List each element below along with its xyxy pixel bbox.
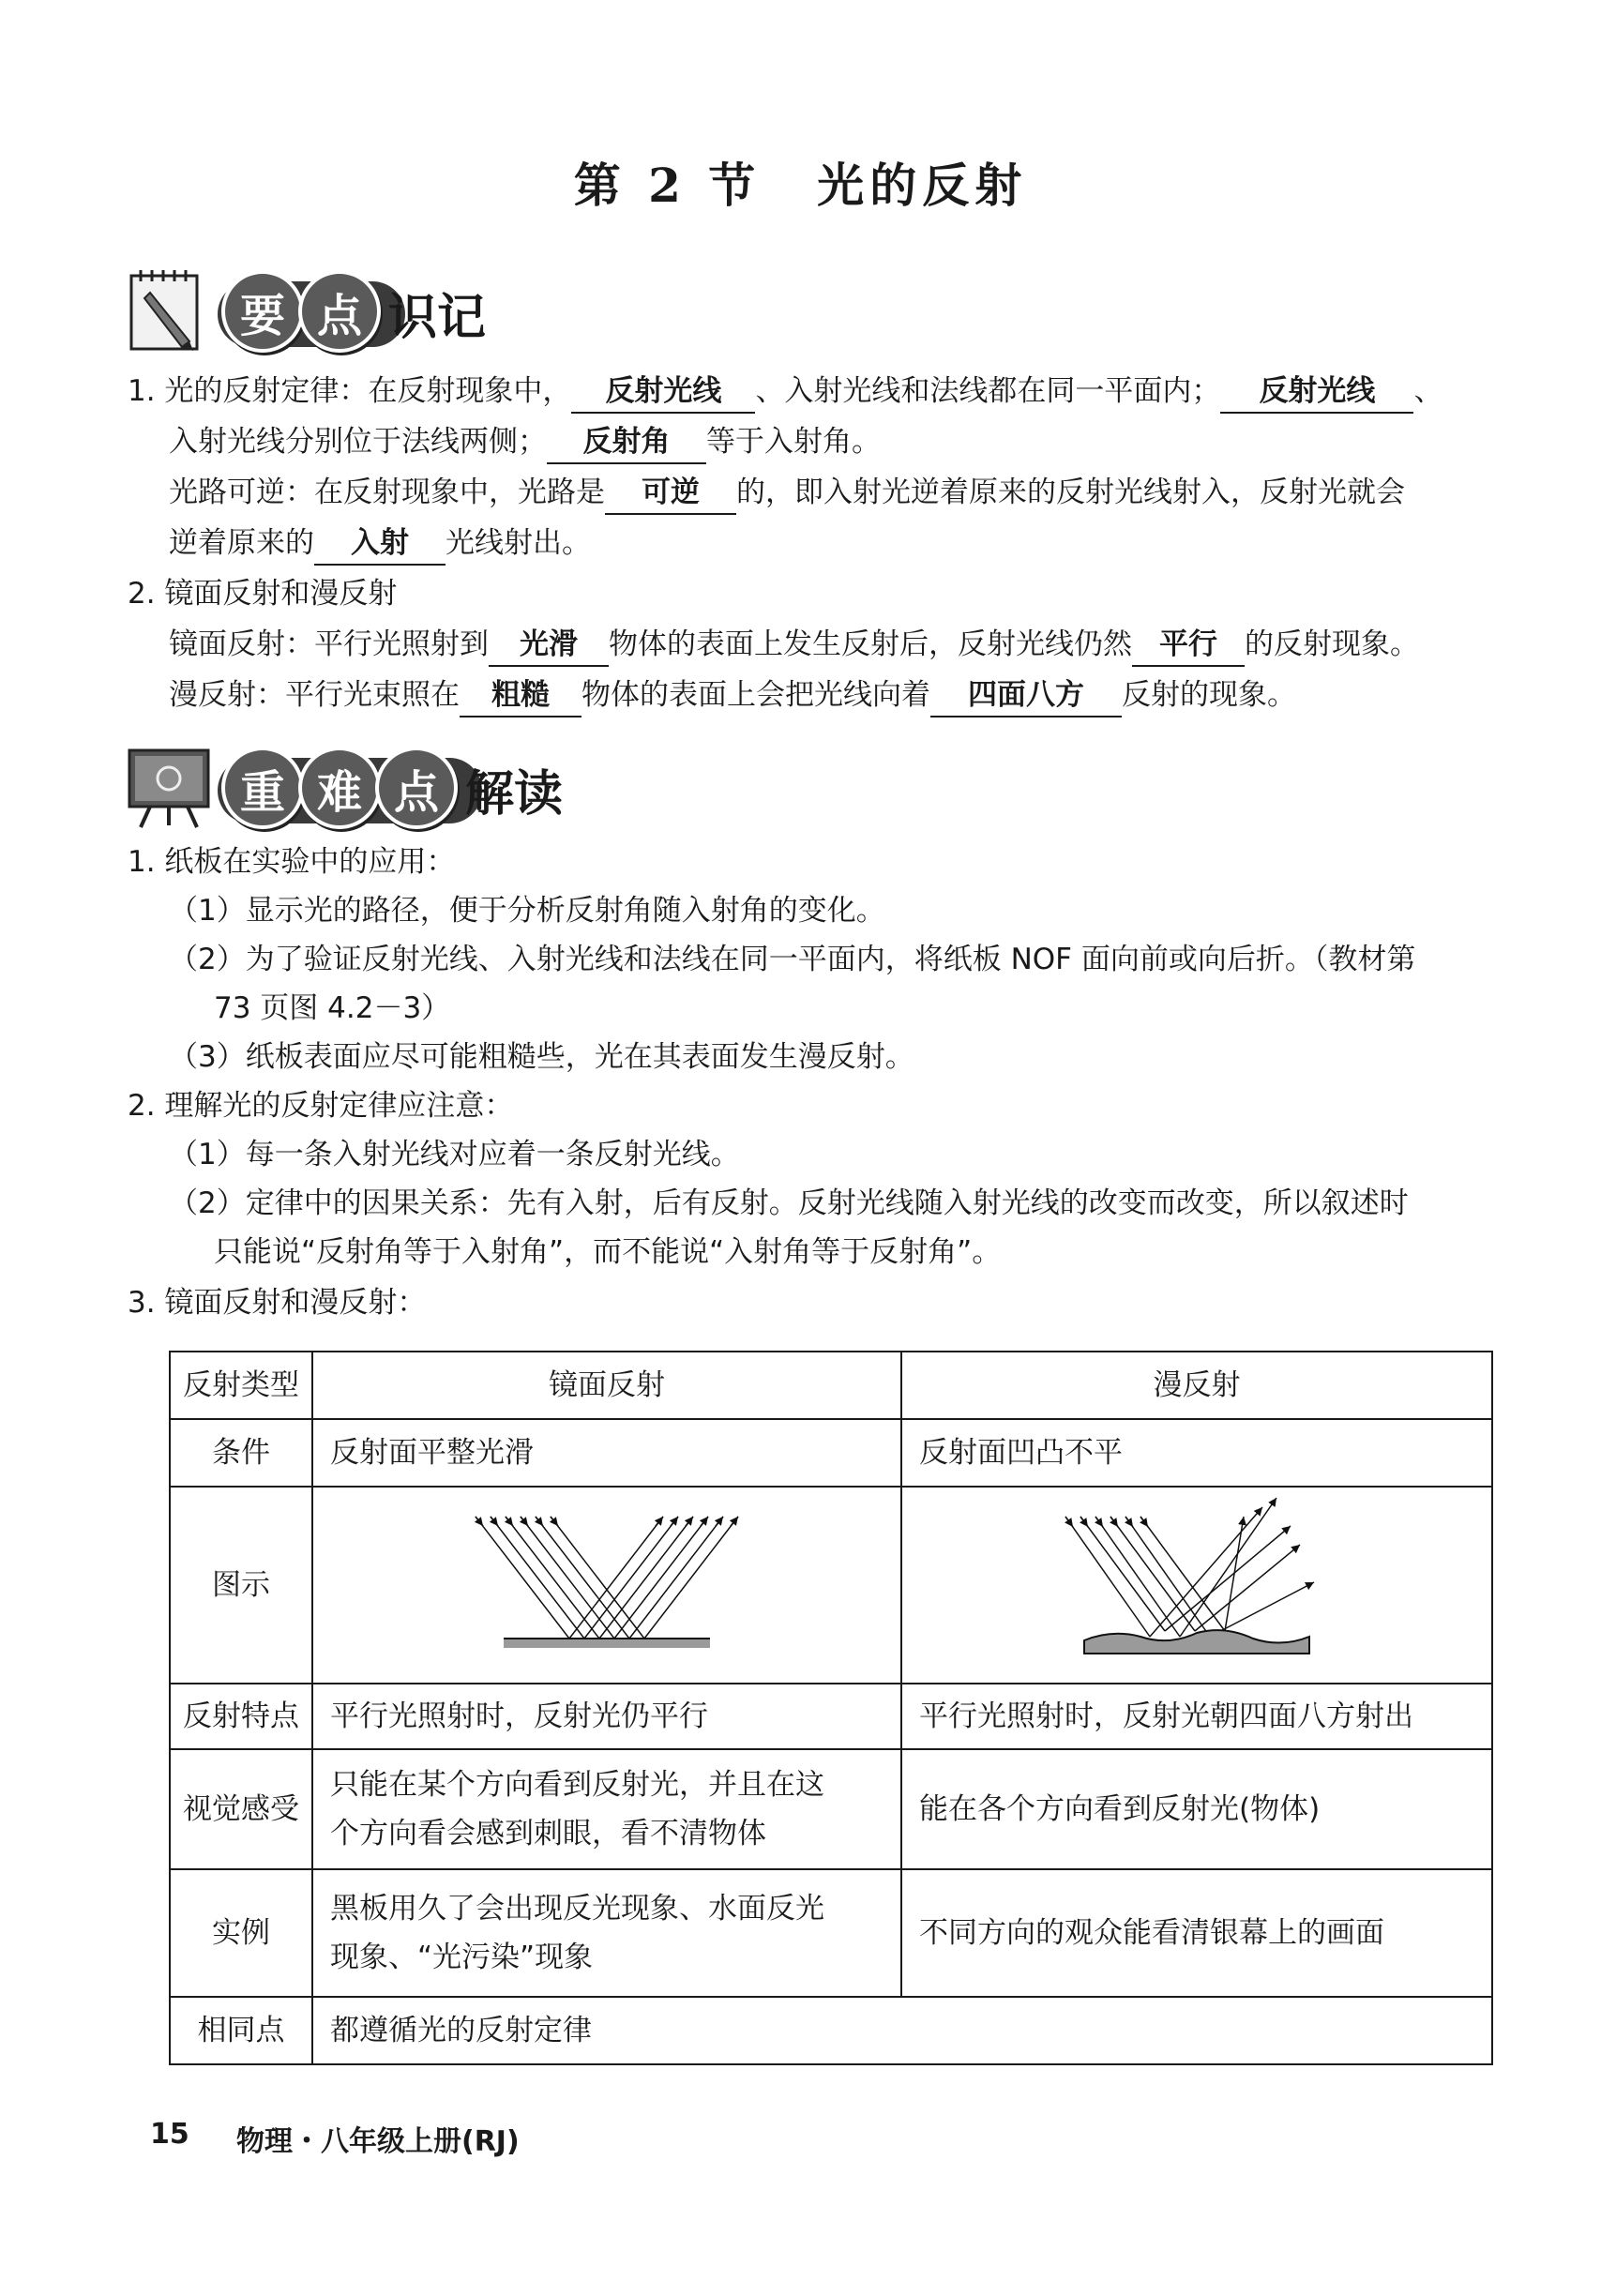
answer-blank: 入射 <box>314 522 446 566</box>
section-banner-key-points <box>124 264 499 358</box>
point-1-item-1: （1）显示光的路径，便于分析反射角随入射角的变化。 <box>169 894 885 928</box>
incident-ray <box>476 1517 569 1639</box>
reflected-ray <box>599 1517 693 1639</box>
item-2-heading: 2. 镜面反射和漫反射 <box>128 577 398 611</box>
banner-char: 要 <box>221 270 304 353</box>
point-2-heading: 2. 理解光的反射定律应注意： <box>128 1089 514 1123</box>
reflected-ray <box>569 1517 663 1639</box>
book-title: 物理・八年级上册(RJ) <box>236 2125 520 2158</box>
notepad-pencil-icon <box>124 264 214 355</box>
reflected-arrow <box>731 1517 738 1526</box>
incident-arrow <box>491 1517 498 1526</box>
blackboard-icon <box>124 741 214 831</box>
rough-surface <box>1084 1630 1309 1654</box>
incident-arrow <box>536 1517 543 1526</box>
reflected-ray <box>584 1517 678 1639</box>
point-1-item-2-cont: 73 页图 4.2－3） <box>214 991 451 1025</box>
incident-arrow <box>551 1517 558 1526</box>
incident-arrow <box>1095 1517 1103 1527</box>
reversible-line-2: 逆着原来的 入射 光线射出。 <box>169 518 591 568</box>
incident-arrow <box>1140 1517 1148 1527</box>
banner-char: 点 <box>298 270 381 353</box>
point-1-item-2: （2）为了验证反射光线、入射光线和法线在同一平面内，将纸板 NOF 面向前或向后折。（教材第 <box>169 943 1416 976</box>
answer-blank: 四面八方 <box>930 674 1122 718</box>
answer-blank: 反射光线 <box>1220 370 1413 414</box>
incident-arrow <box>1125 1517 1133 1527</box>
diffuse-definition: 漫反射：平行光束照在 粗糙 物体的表面上会把光线向着 四面八方 反射的现象。 <box>169 670 1296 720</box>
point-2-item-1: （1）每一条入射光线对应着一条反射光线。 <box>169 1138 740 1171</box>
diffuse-reflection-diagram <box>901 1487 1492 1684</box>
reflected-ray <box>644 1517 738 1639</box>
incident-arrow <box>1110 1517 1118 1527</box>
reflected-ray <box>1225 1517 1244 1631</box>
banner-tail: 识记 <box>388 290 487 346</box>
answer-blank: 光滑 <box>489 624 609 667</box>
law-line-1: 1. 光的反射定律：在反射现象中， 反射光线 、入射光线和法线都在同一平面内； 反射光线 、 <box>128 366 1442 416</box>
table-row: 反射特点 平行光照射时，反射光仍平行 平行光照射时，反射光朝四面八方射出 <box>170 1684 1492 1749</box>
banner-char: 点 <box>375 747 458 829</box>
point-2-item-2: （2）定律中的因果关系：先有入射，后有反射。反射光线随入射光线的改变而改变，所以叙述时 <box>169 1186 1409 1220</box>
table-header-cell: 反射类型 <box>170 1352 312 1419</box>
table-header-cell: 镜面反射 <box>312 1352 901 1419</box>
reflected-ray <box>614 1517 708 1639</box>
incident-ray <box>506 1517 599 1639</box>
reflected-ray <box>629 1517 723 1639</box>
incident-ray <box>536 1517 629 1639</box>
table-row: 视觉感受 只能在某个方向看到反射光，并且在这 个方向看会感到刺眼，看不清物体 能在各个方向看到反射光(物体) <box>170 1749 1492 1869</box>
page-number: 15 <box>150 2118 189 2151</box>
reflected-arrow <box>671 1517 678 1526</box>
table-row: 实例 黑板用久了会出现反光现象、水面反光 现象、“光污染”现象 不同方向的观众能看清银幕上的画面 <box>170 1869 1492 1997</box>
reflection-comparison-table <box>169 1351 1493 2065</box>
mirror-surface <box>504 1639 710 1648</box>
incident-ray <box>521 1517 614 1639</box>
answer-blank: 平行 <box>1132 624 1245 667</box>
section-name: 光的反射 <box>817 158 1028 213</box>
point-1-heading: 1. 纸板在实验中的应用： <box>128 845 456 879</box>
table-row-diagram: 图示 <box>170 1487 1492 1684</box>
reflected-ray <box>1180 1498 1276 1637</box>
answer-blank: 可逆 <box>605 472 736 515</box>
incident-arrow <box>476 1517 483 1526</box>
incident-arrow <box>1080 1517 1088 1527</box>
reflected-arrow <box>716 1517 723 1526</box>
section-banner-difficulties <box>124 741 574 835</box>
table-header-row <box>170 1352 1492 1419</box>
incident-ray <box>491 1517 584 1639</box>
table-header-cell: 漫反射 <box>901 1352 1492 1419</box>
specular-reflection-diagram <box>312 1487 901 1684</box>
incident-arrow <box>1065 1517 1073 1527</box>
answer-blank: 反射光线 <box>571 370 755 414</box>
point-3-heading: 3. 镜面反射和漫反射： <box>128 1286 427 1320</box>
point-2-item-2-cont: 只能说“反射角等于入射角”，而不能说“入射角等于反射角”。 <box>214 1235 1002 1269</box>
table-row: 条件 反射面平整光滑 反射面凹凸不平 <box>170 1419 1492 1487</box>
incident-arrow <box>506 1517 513 1526</box>
incident-arrow <box>521 1517 528 1526</box>
reversible-line-1: 光路可逆：在反射现象中，光路是 可逆 的，即入射光逆着原来的反射光线射入，反射光就会 <box>169 467 1405 518</box>
banner-char: 重 <box>221 747 304 829</box>
section-number: 第 2 节 <box>573 158 762 213</box>
reflected-arrow <box>701 1517 708 1526</box>
reflected-arrow <box>656 1517 663 1526</box>
specular-definition: 镜面反射：平行光照射到 光滑 物体的表面上发生反射后，反射光线仍然 平行 的反射现象。 <box>169 619 1419 670</box>
answer-blank: 反射角 <box>547 421 706 464</box>
table-row: 相同点 都遵循光的反射定律 <box>170 1997 1492 2064</box>
reflected-arrow <box>686 1517 693 1526</box>
page-title <box>0 148 1601 216</box>
reflected-ray <box>1195 1545 1300 1631</box>
incident-ray <box>551 1517 644 1639</box>
answer-blank: 粗糙 <box>460 674 581 718</box>
point-1-item-3: （3）纸板表面应尽可能粗糙些，光在其表面发生漫反射。 <box>169 1040 914 1074</box>
banner-char: 难 <box>298 747 381 829</box>
law-line-2: 入射光线分别位于法线两侧； 反射角 等于入射角。 <box>169 416 881 467</box>
banner-tail: 解读 <box>465 766 564 823</box>
